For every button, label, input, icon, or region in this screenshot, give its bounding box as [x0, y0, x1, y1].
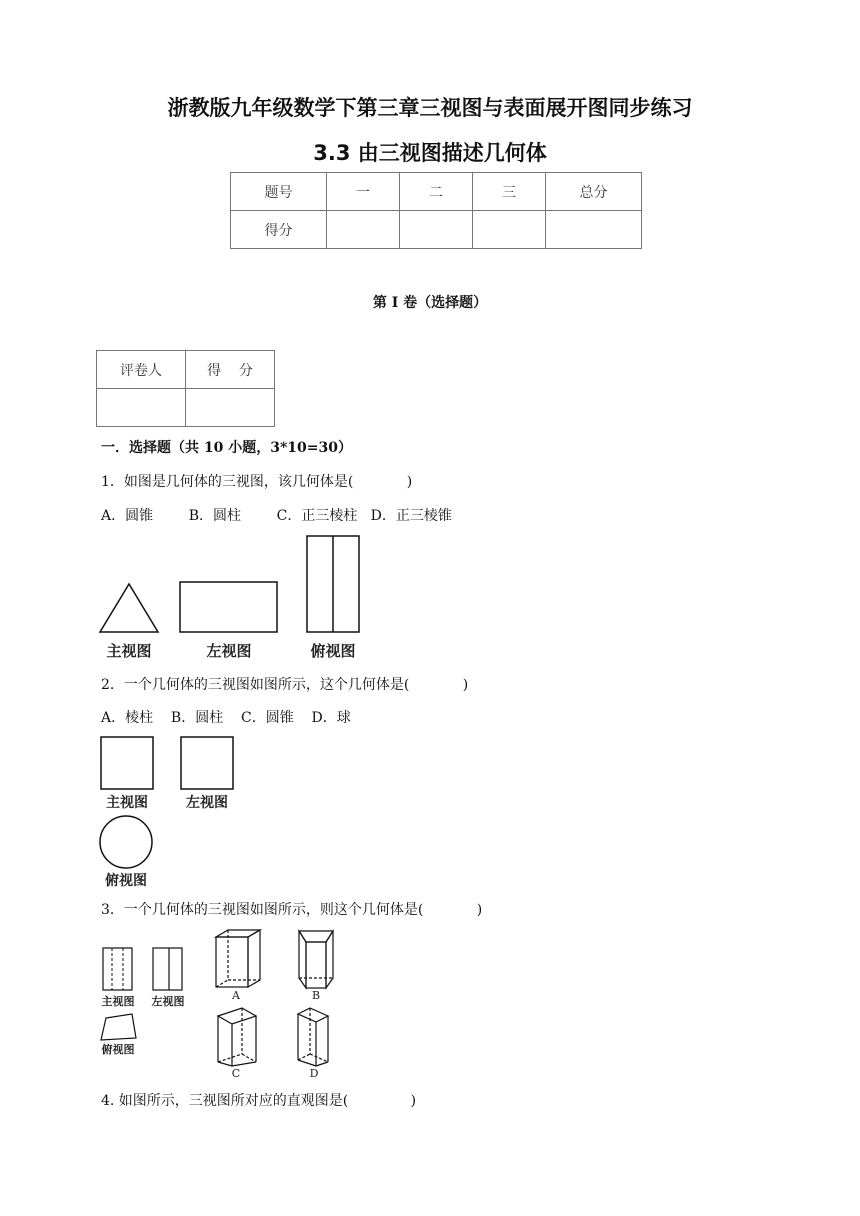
view-caption: 左视图 [186, 795, 228, 811]
document-subtitle: 3.3 由三视图描述几何体 [313, 141, 547, 165]
view-caption: 主视图 [106, 795, 148, 811]
score-header-cell: 三 [473, 173, 546, 211]
question-1-stem: 1．如图是几何体的三视图，该几何体是( ) [101, 474, 413, 490]
question-2-stem: 2．一个几何体的三视图如图所示，这个几何体是( ) [101, 677, 469, 693]
question-1-figure [96, 532, 376, 662]
view-caption: 俯视图 [101, 1043, 135, 1056]
view-caption: 左视图 [206, 642, 252, 660]
score-header-cell: 题号 [231, 173, 327, 211]
view-caption: 左视图 [151, 995, 185, 1008]
left-view-rect [153, 948, 182, 990]
score-table [230, 172, 642, 249]
section-title: 第 I 卷（选择题） [372, 295, 488, 311]
view-caption: 主视图 [101, 995, 135, 1008]
grader-input-cell[interactable] [186, 389, 275, 427]
part-heading: 一．选择题（共 10 小题，3*10=30） [101, 440, 352, 456]
score-header-cell: 一 [327, 173, 400, 211]
score-header-cell: 总分 [546, 173, 642, 211]
score-row-label: 得分 [231, 211, 327, 249]
choice-d-solid [298, 1008, 328, 1066]
question-4-stem: 4. 如图所示，三视图所对应的直观图是( ) [101, 1093, 417, 1109]
grader-header-cell: 得 分 [186, 351, 275, 389]
view-caption: 俯视图 [310, 642, 356, 660]
choice-a-solid [216, 930, 260, 987]
view-caption: 主视图 [106, 642, 152, 660]
choice-label: D [309, 1067, 319, 1080]
score-input-cell[interactable] [400, 211, 473, 249]
question-1-options: A．圆锥 B．圆柱 C．正三棱柱 D．正三棱锥 [101, 508, 452, 524]
choice-label: B [311, 989, 321, 1002]
document-title: 浙教版九年级数学下第三章三视图与表面展开图同步练习 [167, 96, 693, 120]
choice-label: C [231, 1067, 241, 1080]
choice-c-solid [218, 1008, 256, 1066]
top-view-circle [100, 816, 152, 868]
view-caption: 俯视图 [105, 873, 147, 889]
grader-table [96, 350, 275, 427]
question-2-figure [96, 734, 246, 894]
front-view-square [101, 737, 153, 789]
score-input-cell[interactable] [546, 211, 642, 249]
question-3-figure [96, 926, 356, 1081]
front-view-rect [103, 948, 132, 990]
front-view-triangle [100, 584, 158, 632]
grader-input-cell[interactable] [97, 389, 186, 427]
score-input-cell[interactable] [473, 211, 546, 249]
question-3-stem: 3．一个几何体的三视图如图所示，则这个几何体是( ) [101, 902, 483, 918]
choice-b-solid [299, 931, 333, 988]
question-2-options: A．棱柱 B．圆柱 C．圆锥 D．球 [101, 710, 351, 726]
left-view-rectangle [180, 582, 277, 632]
grader-header-cell: 评卷人 [97, 351, 186, 389]
left-view-square [181, 737, 233, 789]
choice-label: A [232, 989, 240, 1002]
score-input-cell[interactable] [327, 211, 400, 249]
score-header-cell: 二 [400, 173, 473, 211]
top-view-quadrilateral [101, 1014, 136, 1040]
